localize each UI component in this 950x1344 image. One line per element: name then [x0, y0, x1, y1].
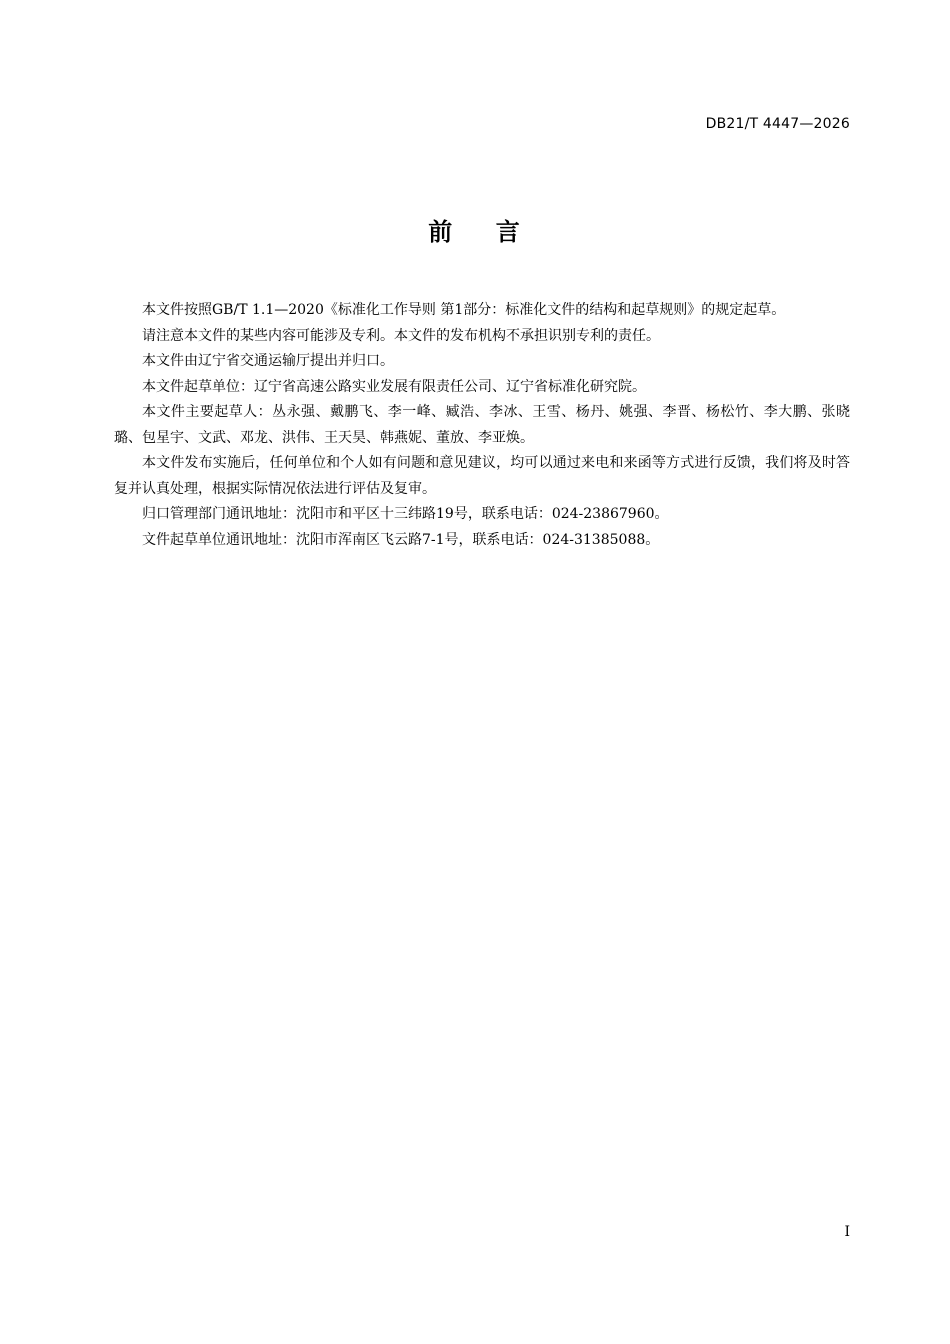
paragraph-drafter-address: 文件起草单位通讯地址：沈阳市浑南区飞云路7-1号，联系电话：024-31385088。: [142, 531, 660, 548]
paragraph-proposer: 本文件由辽宁省交通运输厅提出并归口。: [142, 353, 394, 369]
paragraph-drafting-units: 本文件起草单位：辽宁省高速公路实业发展有限责任公司、辽宁省标准化研究院。: [142, 378, 646, 395]
page-title: 前 言: [428, 218, 522, 246]
paragraph-drafting-rules: 本文件按照GB/T 1.1—2020《标准化工作导则 第1部分：标准化文件的结构和起草规则》的规定起草。: [142, 302, 786, 318]
page-number: I: [844, 1224, 850, 1240]
paragraph-drafters: 本文件主要起草人：丛永强、戴鹏飞、李一峰、臧浩、李冰、王雪、杨丹、姚强、李晋、杨松竹、李大鹏、张晓璐、包星宇、文武、邓龙、洪伟、王天昊、韩燕妮、董放、李亚焕。: [114, 404, 850, 446]
paragraph-patent-notice: 请注意本文件的某些内容可能涉及专利。本文件的发布机构不承担识别专利的责任。: [142, 327, 660, 344]
document-code: DB21/T 4447—2026: [705, 116, 850, 132]
paragraph-feedback: 本文件发布实施后，任何单位和个人如有问题和意见建议，均可以通过来电和来函等方式进行反馈，我们将及时答复并认真处理，根据实际情况依法进行评估及复审。: [114, 455, 850, 497]
foreword-body: [114, 298, 850, 553]
paragraph-admin-address: 归口管理部门通讯地址：沈阳市和平区十三纬路19号，联系电话：024-23867960。: [142, 506, 669, 522]
